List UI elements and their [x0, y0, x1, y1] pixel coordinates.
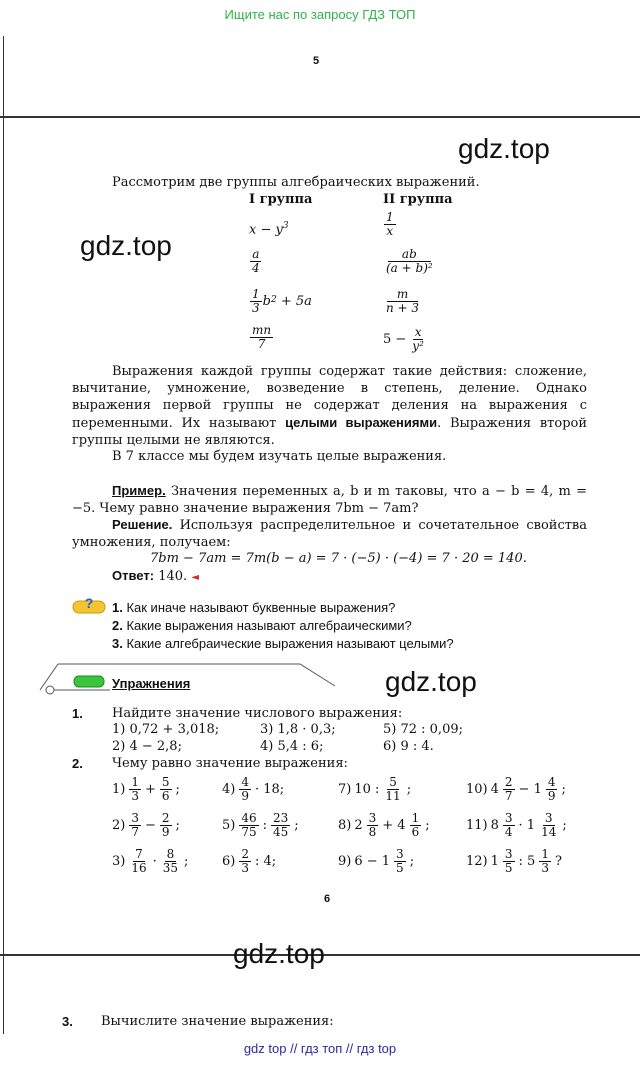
- frac-num: 3: [504, 811, 513, 825]
- term-integer-expressions: целыми выражениями: [285, 415, 438, 430]
- solution-label: Решение.: [112, 517, 173, 532]
- fraction: [239, 848, 251, 875]
- frac-den: 35: [162, 861, 179, 875]
- frac-den: 7: [131, 825, 139, 839]
- group2-expr-4: [383, 326, 427, 353]
- frac-num: 8: [166, 847, 175, 861]
- question-text: Какие алгебраические выражения называют целыми?: [122, 636, 454, 651]
- frac-den: 75: [241, 825, 257, 839]
- group1-expr-3: [249, 288, 312, 315]
- frac-den: (a + b)²: [386, 261, 433, 275]
- item-text: · 18;: [254, 782, 285, 797]
- solution-formula: 7bm − 7am = 7m(b − a) = 7 · (−5) · (−4) = 7 · 20 = 140.: [150, 551, 527, 566]
- answer-label: Ответ:: [112, 568, 155, 583]
- frac-den: y²: [412, 339, 424, 353]
- item-text: ;: [184, 854, 189, 869]
- exercise-1-item: 2) 4 − 2,8;: [112, 739, 182, 754]
- fraction: [383, 776, 402, 803]
- item-text: 1: [490, 854, 499, 869]
- exercise-1-item: 6) 9 : 4.: [383, 739, 434, 754]
- item-label: 1): [112, 782, 126, 797]
- frac-den: 3: [252, 301, 260, 315]
- fraction: [503, 848, 515, 875]
- frac-den: 7: [504, 789, 513, 803]
- fraction: [129, 812, 141, 839]
- frac-num: 4: [241, 775, 249, 789]
- fraction: [503, 812, 515, 839]
- page-number-6: 6: [324, 893, 331, 905]
- frac-den: 5: [504, 861, 513, 875]
- fraction: [129, 776, 141, 803]
- example-text: Значения переменных a, b и m таковы, что a − b = 4, m = −5. Чему равно значение выражения 7bm − 7am?: [72, 484, 587, 516]
- watermark: gdz.top: [233, 938, 325, 969]
- frac-den: 3: [131, 789, 139, 803]
- item-text: + 4: [382, 818, 406, 833]
- question-number: 3.: [112, 636, 123, 651]
- question-2: [112, 618, 412, 633]
- exercise-2-item: [222, 776, 284, 803]
- item-label: 5): [222, 818, 236, 833]
- exercise-2-item: [112, 812, 180, 839]
- page-border-left-bottom: [3, 956, 4, 1034]
- intro-text: Рассмотрим две группы алгебраических выражений.: [112, 175, 480, 190]
- fraction: [239, 776, 251, 803]
- expr-exponent: 3: [282, 221, 289, 231]
- solution-block: [72, 516, 587, 551]
- frac-num: x: [414, 325, 422, 339]
- watermark: gdz.top: [80, 230, 172, 261]
- frac-den: 9: [241, 789, 249, 803]
- fraction: [394, 848, 406, 875]
- frac-den: 3: [241, 861, 249, 875]
- exercise-2-item: [466, 848, 562, 875]
- answer-line: [112, 567, 199, 586]
- frac-num: 7: [135, 847, 143, 861]
- question-text: Какие выражения называют алгебраическими?: [122, 618, 412, 633]
- frac-num: 1: [131, 775, 139, 789]
- exercise-2-item: [466, 776, 566, 803]
- group1-expr-4: [249, 324, 274, 351]
- example-label: Пример.: [112, 483, 166, 498]
- paragraph-text: Выражения каждой группы содержат такие действия: сложение, вычитание, умножение, возведение в степень, деление. Однако выражения первой группы не содержат деления на выражения с переменными. Их называют: [72, 364, 587, 431]
- question-number: 2.: [112, 618, 123, 633]
- frac-num: 46: [241, 811, 257, 825]
- frac-num: mn: [252, 323, 272, 337]
- fraction: [129, 848, 148, 875]
- frac-num: a: [252, 247, 260, 261]
- question-text: Как иначе называют буквенные выражения?: [122, 600, 396, 615]
- fraction: [367, 812, 379, 839]
- exercise-1-title: Найдите значение числового выражения:: [112, 706, 403, 721]
- expr-tail: + 5a: [276, 294, 312, 309]
- item-text: :: [262, 818, 268, 833]
- frac-den: 7: [257, 337, 266, 351]
- item-text: : 5: [518, 854, 536, 869]
- item-text: ?: [554, 854, 562, 869]
- item-text: ;: [406, 782, 412, 797]
- frac-den: 9: [547, 789, 556, 803]
- item-text: −: [144, 818, 156, 833]
- question-3: [112, 636, 454, 651]
- group2-expr-1: [383, 211, 397, 238]
- frac-num: 2: [241, 847, 249, 861]
- item-text: ;: [562, 818, 567, 833]
- exercise-1-number: 1.: [72, 706, 83, 721]
- frac-den: 3: [541, 861, 549, 875]
- expr-text: b: [262, 294, 271, 309]
- frac-den: 45: [273, 825, 289, 839]
- fraction: [410, 812, 422, 839]
- frac-num: 4: [547, 775, 556, 789]
- paragraph-definition: [72, 363, 587, 449]
- exercise-2-title: Чему равно значение выражения:: [112, 756, 348, 771]
- item-text: 10 :: [354, 782, 380, 797]
- fraction: [271, 812, 290, 839]
- frac-num: 3: [504, 847, 513, 861]
- frac-den: 9: [161, 825, 170, 839]
- watermark: gdz.top: [458, 133, 550, 164]
- frac-num: 3: [396, 847, 404, 861]
- item-text: ;: [175, 818, 180, 833]
- item-label: 3): [112, 854, 126, 869]
- page-border-left-top: [3, 36, 4, 116]
- question-1: [112, 600, 395, 615]
- frac-den: n + 3: [386, 301, 420, 315]
- frac-den: 11: [385, 789, 401, 803]
- watermark: gdz.top: [385, 666, 477, 697]
- frac-num: 1: [252, 287, 260, 301]
- page-divider-1: [0, 116, 640, 118]
- item-text: 8: [490, 818, 499, 833]
- fraction: [161, 848, 180, 875]
- item-text: +: [144, 782, 156, 797]
- answer-value: 140.: [154, 569, 188, 584]
- page-border-left-mid: [3, 118, 4, 954]
- fraction: [546, 776, 558, 803]
- page-number-5: 5: [313, 55, 320, 67]
- item-text: 4: [490, 782, 499, 797]
- item-label: 10): [466, 782, 488, 797]
- frac-den: 4: [252, 261, 260, 275]
- item-label: 4): [222, 782, 236, 797]
- example-block: [72, 482, 587, 517]
- fraction: [239, 812, 258, 839]
- item-text: : 4;: [254, 854, 277, 869]
- question-number: 1.: [112, 600, 123, 615]
- frac-num: 3: [368, 811, 377, 825]
- item-text: 2: [354, 818, 363, 833]
- fraction: [539, 848, 551, 875]
- expr-exponent: 2: [270, 295, 277, 305]
- exercise-2-item: [222, 812, 299, 839]
- item-label: 12): [466, 854, 488, 869]
- frac-num: 2: [161, 811, 170, 825]
- exercise-2-item: [112, 776, 180, 803]
- group1-expr-1: [249, 218, 289, 238]
- frac-den: x: [386, 224, 394, 238]
- exercise-2-item: [338, 848, 414, 875]
- exercise-3-number: 3.: [62, 1014, 73, 1029]
- item-text: 6 − 1: [354, 854, 391, 869]
- item-label: 2): [112, 818, 126, 833]
- bottom-link[interactable]: gdz top // гдз топ // гдз top: [243, 1041, 397, 1056]
- item-text: ;: [425, 818, 430, 833]
- frac-num: 3: [131, 811, 139, 825]
- fraction: [160, 776, 172, 803]
- paragraph-text: . Выражения второй группы целыми не являются.: [72, 416, 588, 448]
- exercise-1-item: 4) 5,4 : 6;: [260, 739, 324, 754]
- frac-den: 4: [504, 825, 513, 839]
- frac-num: 23: [273, 811, 289, 825]
- exercises-title: Упражнения: [112, 676, 191, 691]
- frac-num: 1: [386, 210, 394, 224]
- item-label: 9): [338, 854, 352, 869]
- exercise-1-item: 1) 0,72 + 3,018;: [112, 722, 220, 737]
- frac-num: 5: [389, 775, 397, 789]
- frac-num: ab: [388, 248, 431, 262]
- exercise-2-item: [466, 812, 567, 839]
- group2-title: II группа: [383, 192, 453, 207]
- frac-num: 2: [504, 775, 513, 789]
- frac-den: 8: [368, 825, 377, 839]
- fraction: [503, 776, 515, 803]
- exercise-1-item: 3) 1,8 · 0,3;: [260, 722, 336, 737]
- top-link[interactable]: Ищите нас по запросу ГДЗ ТОП: [224, 7, 416, 22]
- group2-expr-3: [383, 288, 422, 315]
- paragraph-note: В 7 классе мы будем изучать целые выражения.: [112, 449, 447, 464]
- frac-den: 5: [396, 861, 404, 875]
- frac-den: 16: [131, 861, 147, 875]
- question-badge-icon: [72, 595, 106, 613]
- item-text: ·: [152, 854, 157, 869]
- item-text: ;: [561, 782, 566, 797]
- fraction: [160, 812, 172, 839]
- frac-num: 5: [161, 775, 170, 789]
- exercise-2-item: [338, 812, 430, 839]
- end-mark-icon: ◄: [191, 572, 199, 583]
- item-text: ;: [409, 854, 415, 869]
- frac-num: m: [387, 288, 418, 302]
- group1-expr-2: [249, 248, 263, 275]
- frac-den: 6: [411, 825, 420, 839]
- expr-text: 5 −: [383, 332, 407, 347]
- item-text: − 1: [518, 782, 542, 797]
- svg-text:?: ?: [84, 595, 94, 611]
- item-label: 7): [338, 782, 352, 797]
- exercise-2-item: [112, 848, 188, 875]
- frac-num: 1: [541, 847, 549, 861]
- item-label: 6): [222, 854, 236, 869]
- frac-den: 14: [541, 825, 557, 839]
- frac-num: 1: [411, 811, 420, 825]
- exercise-2-number: 2.: [72, 756, 83, 771]
- group1-title: I группа: [249, 192, 313, 207]
- item-label: 11): [466, 818, 488, 833]
- group2-expr-2: [383, 248, 436, 275]
- exercise-1-item: 5) 72 : 0,09;: [383, 722, 463, 737]
- exercise-3-title: Вычислите значение выражения:: [101, 1014, 334, 1029]
- frac-den: 6: [161, 789, 170, 803]
- item-label: 8): [338, 818, 352, 833]
- item-text: · 1: [518, 818, 536, 833]
- exercise-2-item: [338, 776, 411, 803]
- frac-num: 3: [544, 811, 553, 825]
- exercise-2-item: [222, 848, 276, 875]
- item-text: ;: [175, 782, 180, 797]
- solution-text: Используя распределительное и сочетательное свойства умножения, получаем:: [72, 518, 587, 550]
- expr-text: x − y: [249, 222, 283, 238]
- item-text: ;: [294, 818, 299, 833]
- fraction: [539, 812, 558, 839]
